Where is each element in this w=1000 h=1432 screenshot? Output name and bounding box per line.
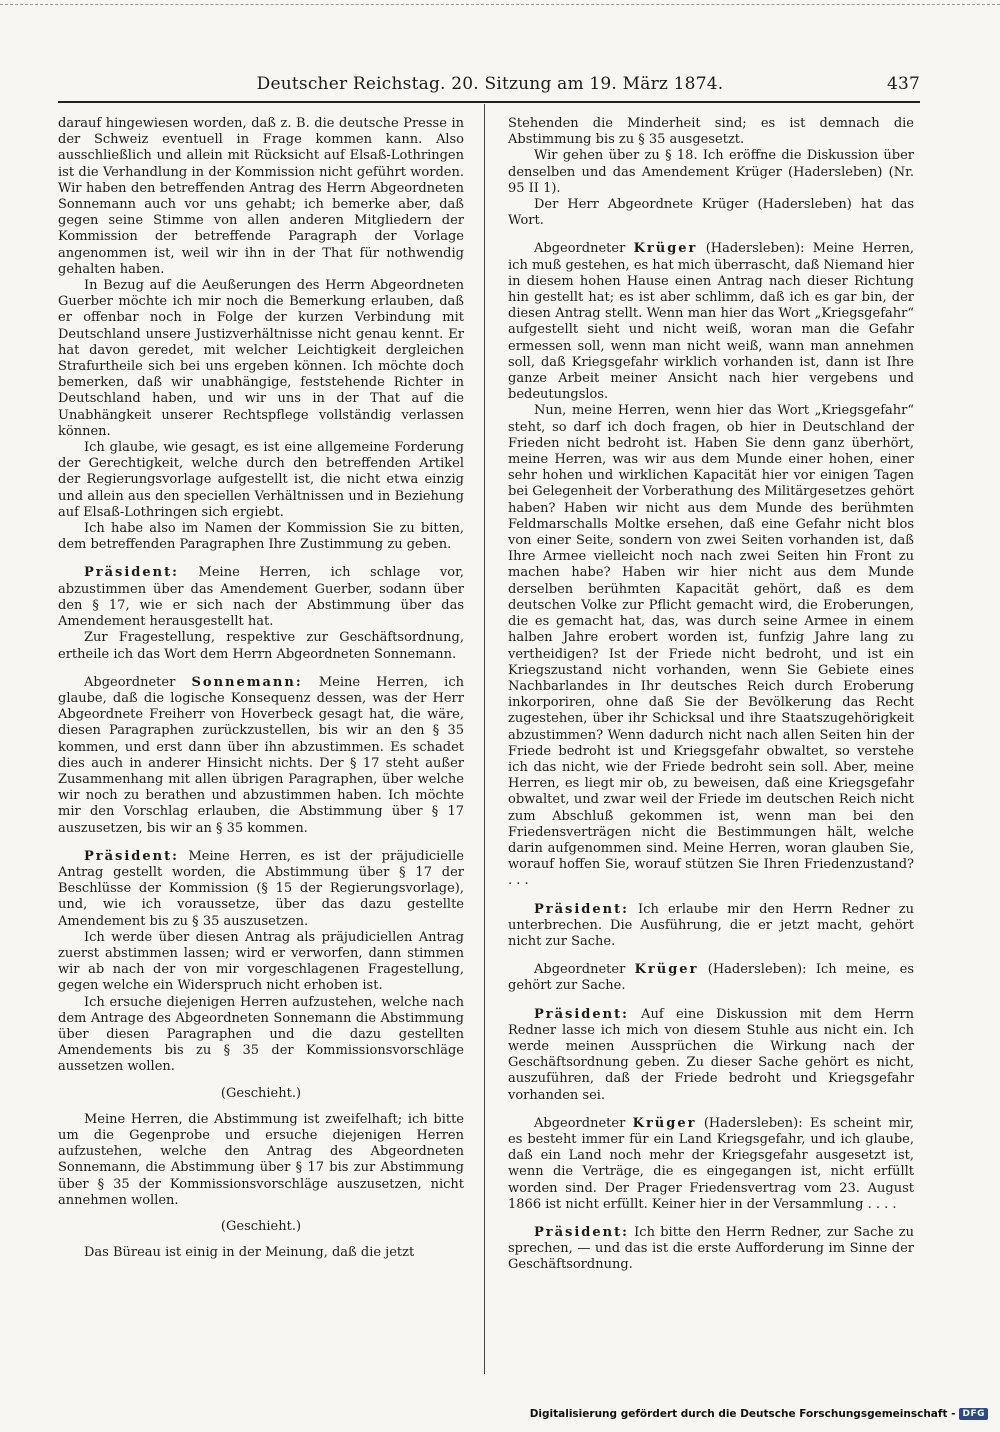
speech-paragraph [508,1116,914,1213]
speech-text: Meine Herren, ich schlage vor, abzustimmen über das Amendement Guerber, sodann über den § 17, wie er sich nach der Abstimmung über das Amendement herausgestellt hat. [58,565,464,630]
paragraph: Ich ersuche diejenigen Herren aufzustehen, welche nach dem Antrage des Abgeordneten Sonnemann die Abstimmung über diesen Paragraphen und die dazu gestellten Amendements bis zu § 35 der Kommissionsvorschläge aussetzen wollen. [58,994,464,1075]
speaker-name: Präsident: [534,1225,629,1240]
left-column [58,116,464,1261]
header-rule [58,101,920,103]
paragraph: Ich habe also im Namen der Kommission Sie zu bitten, dem betreffenden Paragraphen Ihre Zustimmung zu geben. [58,521,464,553]
speaker-name: Präsident: [534,1006,629,1022]
paragraph: Nun, meine Herren, wenn hier das Wort „Kriegsgefahr“ steht, so darf ich doch fragen, ob hier in Deutschland der Frieden nicht bedroht ist. Haben Sie denn ganz überhört, meine Herren, was wir aus dem Munde einer hohen, einer sehr hohen und wirklichen Kapacität hier vor einigen Tagen bei Gelegenheit der Vorberathung des Militärgesetzes gehört haben? Haben wir nicht aus dem Munde des berühmten Feldmarschalls Moltke ersehen, daß eine Gefahr nicht blos von einer Seite, sondern von zwei Seiten vorhanden ist, daß Ihre Armee vielleicht noch nach zwei Seiten hin Front zu machen habe? Haben wir hier nicht aus dem Munde derselben berühmten Kapacität gehört, daß es dem deutschen Volke zur Pflicht gemacht wird, die Eroberungen, die es gemacht hat, das, was durch seine Armee in einem halben Jahre erobert worden ist, funfzig Jahre lang zu vertheidigen? Ist der Friede nicht bedroht, und ist ein Kriegszustand nicht vorhanden, wenn Sie Gebiete eines Nachbarlandes in Ihr deutsches Reich durch Eroberung inkorporiren, ohne daß Sie der Bevölkerung das Recht zugestehen, über ihr Schicksal und ihre Staatszugehörigkeit abzustimmen? Wenn dadurch nicht nach allen Seiten hin der Friede bedroht ist und Kriegsgefahr obwaltet, so verstehe ich das nicht, wie der Friede bedroht sein soll. Aber, meine Herren, es liegt mir ob, zu beweisen, daß eine Kriegsgefahr obwaltet, und zwar weil der Friede im deutschen Reich nicht zum Abschluß gekommen ist, wenn man bei den Friedensverträgen nicht die Bestimmungen hält, welche darin aufgenommen sind. Meine Herren, woran glauben Sie, worauf hoffen Sie, worauf stützen Sie Ihren Friedenzustand? . . . [508,403,914,889]
running-title: Deutscher Reichstag. 20. Sitzung am 19. März 1874. [256,74,724,94]
page-header [60,74,920,100]
speech-paragraph [508,1007,914,1104]
speech-text: Es scheint mir, es besteht immer für ein Land Kriegsgefahr, und ich glaube, daß ein Land noch mehr der Kriegsgefahr ausgesetzt ist, wenn die Verträge, die es eingegangen ist, nicht erfüllt worden sind. Der Prager Friedensvertrag vom 23. August 1866 ist nicht erfüllt. Keiner hier in der Versammlung . . . . [508,1115,914,1212]
speech-text: Meine Herren, ich glaube, daß die logische Konsequenz dessen, was der Herr Abgeordnete Freiherr von Hoverbeck gesagt hat, die wäre, diesen Paragraphen zurückzustellen, bis wir an den § 35 kommen, und erst dann über ihn abzustimmen. Es schadet dies auch in anderer Hinsicht nichts. Der § 17 steht außer Zusammenhang mit allen übrigen Paragraphen, über welche wir noch zu berathen und abzustimmen haben. Ich möchte mir den Vorschlag erlauben, die Abstimmung über § 17 auszusetzen, bis wir an § 35 kommen. [58,674,464,836]
right-column [508,116,914,1274]
speaker-name: Sonnemann: [191,674,303,690]
stage-direction: (Geschieht.) [220,1219,302,1234]
scan-edge-line [0,4,1000,5]
speaker-prefix: Abgeordneter [534,241,634,257]
paragraph: Der Herr Abgeordnete Krüger (Hadersleben) hat das Wort. [508,197,914,229]
speaker-name: Präsident: [84,848,179,864]
speaker-suffix: (Hadersleben): [697,241,805,257]
speaker-suffix: (Hadersleben): [698,962,807,978]
speech-text: Meine Herren, es ist der präjudicielle Antrag gestellt worden, die Abstimmung über § 17 der Beschlüsse der Kommission (§ 15 der Regierungsvorlage), und, wie ich voraussetze, über das dazu gestellte Amendement bis zu § 35 auszusetzen. [58,848,464,929]
speech-paragraph [508,902,914,951]
speech-text: Ich bitte den Herrn Redner, zur Sache zu sprechen, — und das ist die erste Aufforderung im Sinne der Geschäftsordnung. [508,1225,914,1273]
footer-credit [530,1406,988,1422]
speaker-name: Präsident: [534,901,629,917]
paragraph: Ich werde über diesen Antrag als präjudiciellen Antrag zuerst abstimmen lassen; wird er verworfen, dann stimmen wir ab nach der von mir vorgeschlagenen Fragestellung, gegen welche ein Widerspruch nicht erhoben ist. [58,929,464,994]
dfg-logo: DFG [959,1408,988,1420]
footer-text: Digitalisierung gefördert durch die Deutsche Forschungsgemeinschaft - [529,1408,956,1420]
speaker-prefix: Abgeordneter [84,674,192,690]
paragraph: Das Büreau ist einig in der Meinung, daß die jetzt [84,1245,415,1261]
speech-paragraph [508,241,914,403]
paragraph: Ich glaube, wie gesagt, es ist eine allgemeine Forderung der Gerechtigkeit, welche durch den betreffenden Artikel der Regierungsvorlage aufgestellt ist, die nicht etwa einzig und allein aus den speciellen Verhältnissen und in Beziehung auf Elsaß-Lothringen sich ergiebt. [58,440,464,520]
stage-direction: (Geschieht.) [220,1085,302,1101]
speaker-name: Krüger [634,962,699,978]
continued-paragraph: Stehenden die Minderheit sind; es ist demnach die Abstimmung bis zu § 35 ausgesetzt. [508,116,914,148]
paragraph: In Bezug auf die Aeußerungen des Herrn Abgeordneten Guerber möchte ich mir noch die Bemerkung erlauben, daß er offenbar noch in Folge der kurzen Verbindung mit Deutschland unsere Justizverhältnisse nicht genau kennt. Er hat davon geredet, mit welcher Leichtigkeit dergleichen Strafurtheile sich bei uns ergeben können. Ich möchte doch bemerken, daß wir unabhängige, feststehende Richter in Deutschland haben, und wir uns in der That auf die Unabhängkeit unserer Rechtspflege vollständig verlassen können. [58,278,464,439]
speech-paragraph [508,962,914,994]
speech-paragraph [58,849,464,930]
speech-text: Auf eine Diskussion mit dem Herrn Redner lasse ich mich von diesem Stuhle aus nicht ein. Ich werde meinen Aussprüchen die Wirkung nach der Geschäftsordnung geben. Zu dieser Sache gehört es nicht, auszuführen, daß der Friede bedroht und Kriegsgefahr vorhanden sei. [508,1006,914,1103]
paragraph: Meine Herren, die Abstimmung ist zweifelhaft; ich bitte um die Gegenprobe und ersuche diejenigen Herren aufzustehen, welche den Antrag des Abgeordneten Sonnemann, die Abstimmung über § 17 bis zur Abstimmung über § 35 der Kommissionsvorschläge auszusetzen, nicht annehmen wollen. [58,1111,464,1208]
speaker-name: Krüger [632,1115,697,1131]
speech-text: Meine Herren, ich muß gestehen, es hat mich überrascht, daß Niemand hier in diesem hohen Hause einen Antrag nach dieser Richtung hin gestellt hat; es ist aber schlimm, daß ich es gar bin, der diesen Antrag stellt. Wenn man hier das Wort „Kriegsgefahr“ aufgestellt sieht und nicht weiß, woran man die Gefahr ermessen soll, wenn man nicht weiß, wann man annehmen soll, daß Kriegsgefahr wirklich vorhanden ist, dann ist Ihre ganze Arbeit meiner Ansicht nach hier vergebens und bedeutungslos. [508,241,914,403]
page-number: 437 [886,74,920,94]
paragraph: Zur Fragestellung, respektive zur Geschäftsordnung, ertheile ich das Wort dem Herrn Abgeordneten Sonnemann. [58,630,464,662]
speaker-name: Krüger [633,241,698,257]
speaker-name: Präsident: [84,565,179,581]
speech-paragraph [508,1225,914,1274]
speaker-prefix: Abgeordneter [534,962,635,978]
speech-paragraph [58,565,464,630]
speaker-suffix: (Hadersleben): [696,1115,803,1131]
column-divider [484,104,485,1374]
speech-text: Ich erlaube mir den Herrn Redner zu unterbrechen. Die Ausführung, die er jetzt macht, gehört nicht zur Sache. [508,901,914,949]
speech-paragraph [58,675,464,837]
speaker-prefix: Abgeordneter [534,1115,633,1131]
paragraph: Wir gehen über zu § 18. Ich eröffne die Diskussion über denselben und das Amendement Krüger (Hadersleben) (Nr. 95 II 1). [508,148,914,196]
continued-paragraph: darauf hingewiesen worden, daß z. B. die deutsche Presse in der Schweiz eventuell in Frage kommen kann. Also ausschließlich und allein mit Rücksicht auf Elsaß-Lothringen ist die Verhandlung in der Kommission nicht geführt worden. Wir haben den betreffenden Antrag des Herrn Abgeordneten Sonnemann auch vor uns gehabt; ich bemerke aber, daß gegen seine Stimme von allen anderen Mitgliedern der Kommission der betreffende Paragraph der Vorlage angenommen ist, weil wir ihn in der That für nothwendig gehalten haben. [58,116,464,277]
speech-text: Ich meine, es gehört zur Sache. [508,962,914,994]
